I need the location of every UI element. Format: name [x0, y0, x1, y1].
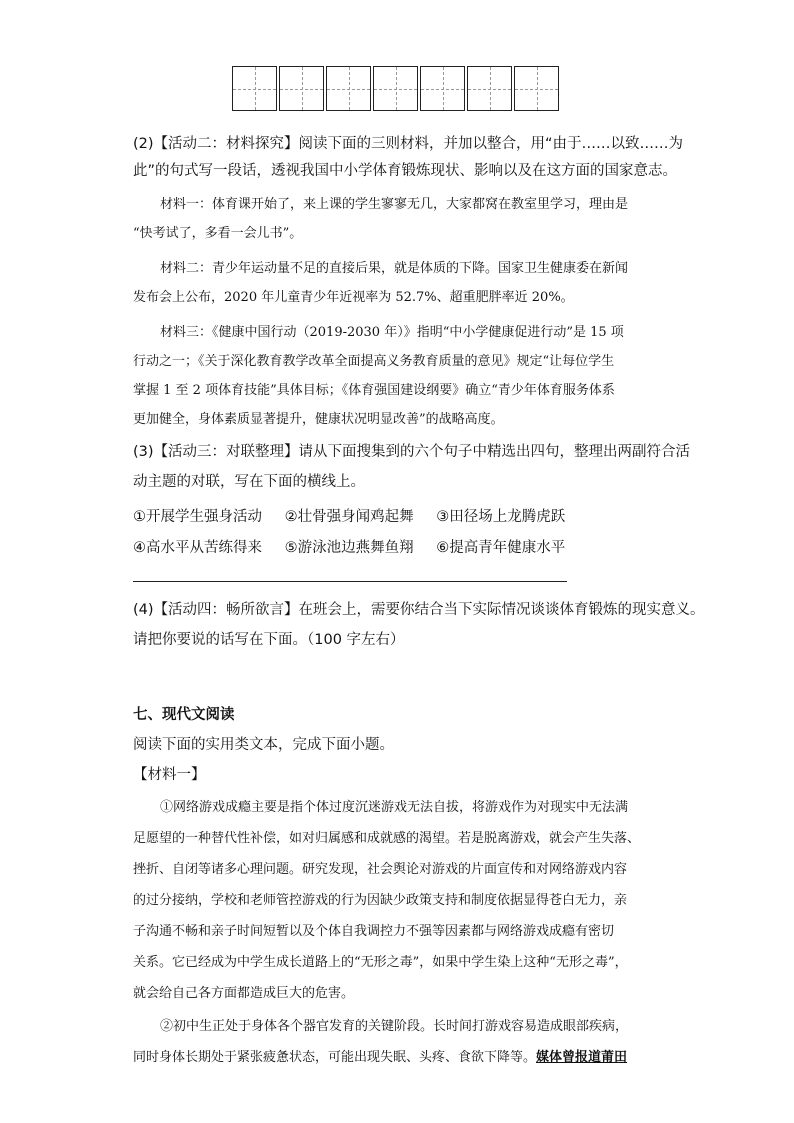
para1-line1: ①网络游戏成瘾主要是指个体过度沉迷游戏无法自拔，将游戏作为对现实中无法满	[160, 800, 629, 815]
para2-line2	[133, 1046, 627, 1065]
activity4-line1: (4)【活动四：畅所欲言】在班会上，需要你结合当下实际情况谈谈体育锻炼的现实意义。	[133, 602, 705, 618]
options-row-2	[133, 536, 583, 557]
answer-grid[interactable]	[232, 66, 561, 111]
grid-cell[interactable]	[420, 66, 465, 111]
activity3-line2: 动主题的对联，写在下面的横线上。	[133, 474, 365, 490]
activity4-line2: 请把你要说的话写在下面。（100 字左右）	[133, 632, 405, 648]
option-4: ④高水平从苦练得来	[133, 540, 262, 556]
para1-line5: 子沟通不畅和亲子时间短暂以及个体自我调控力不强等因素都与网络游戏成瘾有密切	[133, 924, 615, 939]
options-row-1	[133, 505, 583, 526]
option-6: ⑥提高青年健康水平	[436, 540, 566, 556]
material1-line2: “快考试了，多看一会儿书”。	[133, 226, 303, 241]
activity3-line1: (3)【活动三：对联整理】请从下面搜集到的六个句子中精选出四句，整理出两副符合活	[133, 444, 691, 460]
para1-line4: 的过分接纳，学校和老师管控游戏的行为因缺少政策支持和制度依据显得苍白无力，亲	[133, 893, 628, 908]
material3-line3: 掌握 1 至 2 项体育技能”具体目标；《体育强国建设纲要》确立“青少年体育服务体系	[133, 383, 615, 398]
grid-cell[interactable]	[467, 66, 512, 111]
material2-line1: 材料二：青少年运动量不足的直接后果，就是体质的下降。国家卫生健康委在新闻	[160, 261, 629, 276]
activity2-line1: (2)【活动二：材料探究】阅读下面的三则材料，并加以整合，用“由于……以致……为	[133, 136, 684, 152]
grid-cell[interactable]	[373, 66, 418, 111]
material2-line2: 发布会上公布，2020 年儿童青少年近视率为 52.7%、超重肥胖率近 20%。	[133, 290, 574, 305]
option-2: ②壮骨强身闻鸡起舞	[284, 509, 414, 525]
material3-line1: 材料三：《健康中国行动（2019-2030 年）》指明“中小学健康促进行动”是 15 项	[160, 325, 624, 340]
para1-line3: 挫折、自闭等诸多心理问题。研究发现，社会舆论对游戏的片面宣传和对网络游戏内容	[133, 862, 628, 877]
grid-cell[interactable]	[514, 66, 559, 111]
option-5: ⑤游泳池边燕舞鱼翔	[284, 540, 414, 556]
section7-instruction: 阅读下面的实用类文本，完成下面小题。	[133, 737, 394, 753]
para2-underlined-text: 媒体曾报道莆田	[536, 1050, 628, 1065]
material1-line1: 材料一：体育课开始了，来上课的学生寥寥无几，大家都窝在教室里学习，理由是	[160, 197, 629, 212]
para2-line1: ②初中生正处于身体各个器官发育的关键阶段。长时间打游戏容易造成眼部疾病，	[160, 1019, 629, 1034]
material-one-label: 【材料一】	[133, 767, 206, 783]
answer-underline[interactable]	[133, 581, 567, 582]
para2-line2-text: 同时身体长期处于紧张疲惫状态，可能出现失眠、头疼、食欲下降等。	[133, 1050, 537, 1065]
material3-line4: 更加健全，身体素质显著提升，健康状况明显改善”的战略高度。	[133, 412, 504, 427]
grid-cell[interactable]	[279, 66, 324, 111]
material3-line2: 行动之一；《关于深化教育教学改革全面提高义务教育质量的意见》规定“让每位学生	[133, 354, 615, 369]
section7-heading: 七、现代文阅读	[133, 707, 235, 723]
para1-line6: 关系。它已经成为中学生成长道路上的“无形之毒”，如果中学生染上这种“无形之毒”，	[133, 955, 628, 970]
grid-cell[interactable]	[326, 66, 371, 111]
activity2-line2: 此”的句式写一段话，透视我国中小学体育锻炼现状、影响以及在这方面的国家意志。	[133, 163, 678, 179]
grid-cell[interactable]	[232, 66, 277, 111]
para1-line7: 就会给自己各方面都造成巨大的危害。	[133, 986, 355, 1001]
para1-line2: 足愿望的一种替代性补偿，如对归属感和成就感的渴望。若是脱离游戏，就会产生失落、	[133, 831, 641, 846]
option-1: ①开展学生强身活动	[133, 509, 262, 525]
option-3: ③田径场上龙腾虎跃	[436, 509, 566, 525]
